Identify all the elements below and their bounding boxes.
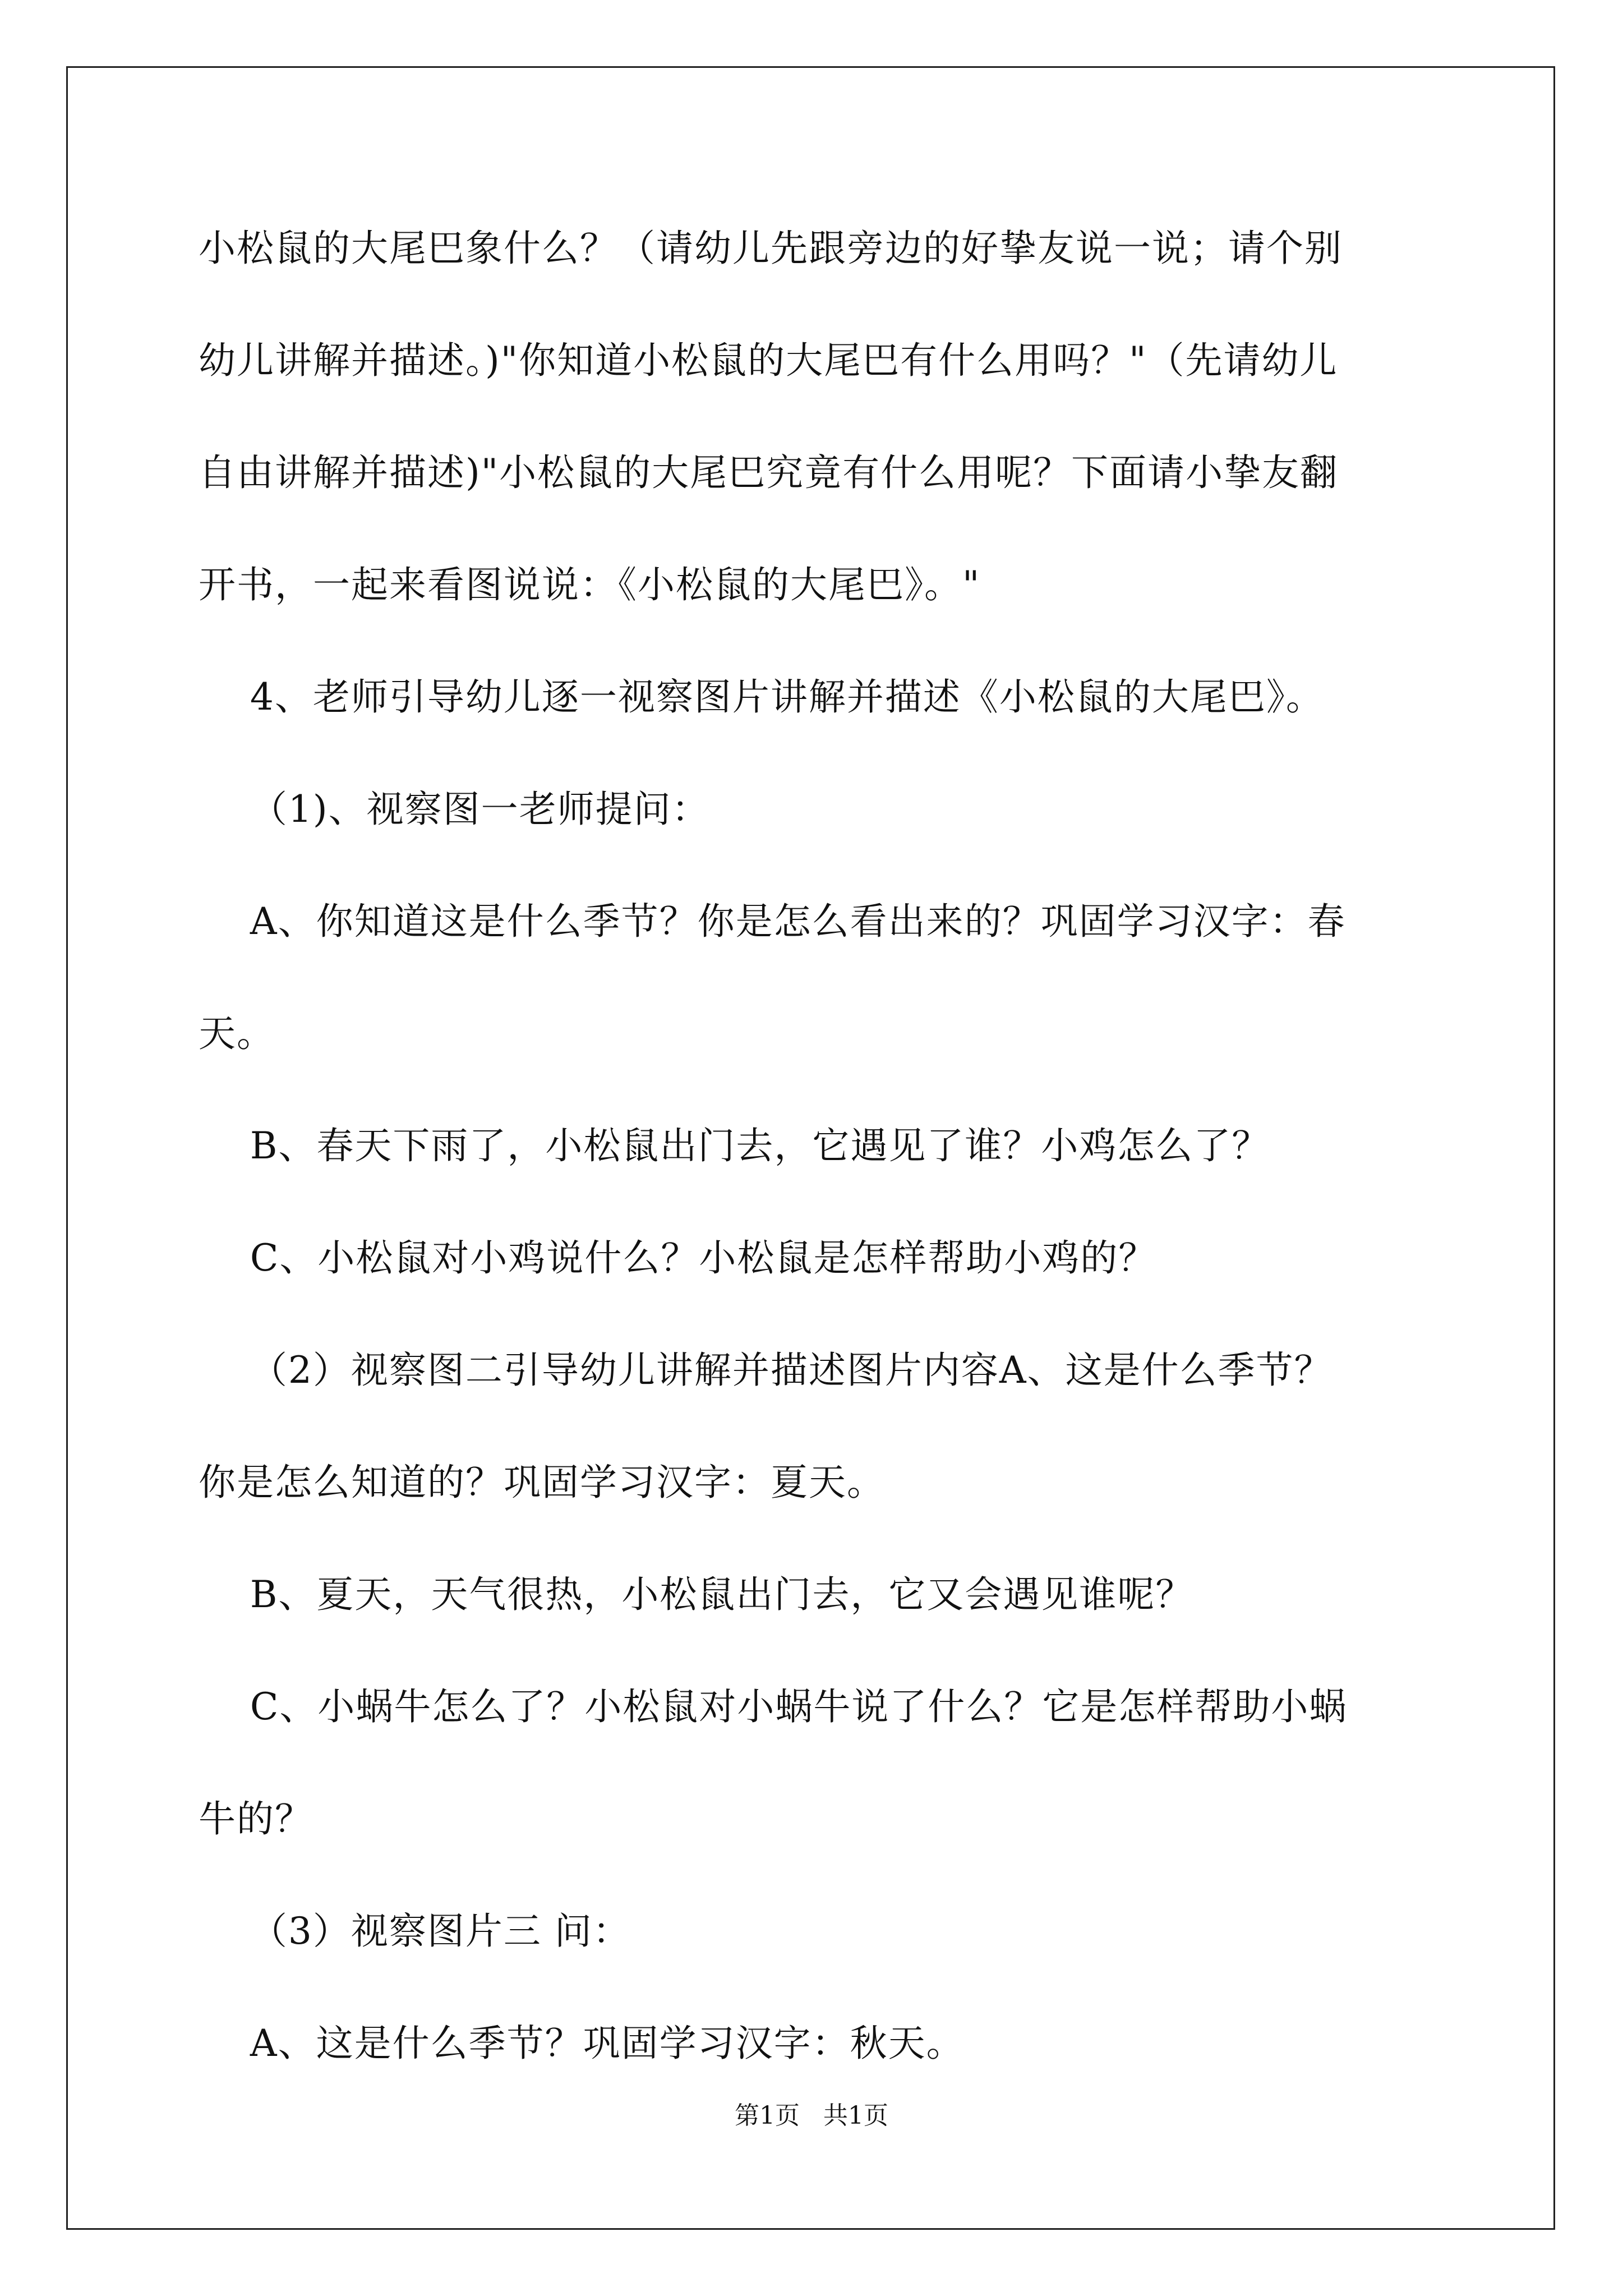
text-line: 幼儿讲解并描述。)"你知道小松鼠的大尾巴有什么用吗？"（先请幼儿 [199,339,1338,382]
text-line: A、这是什么季节？巩固学习汉字：秋天。 [199,2022,965,2065]
text-line: 小松鼠的大尾巴象什么？（请幼儿先跟旁边的好挚友说一说；请个别 [199,227,1343,270]
text-line: （2）视察图二引导幼儿讲解并描述图片内容A、这是什么季节？ [199,1349,1332,1392]
text-line: 牛的？ [199,1797,313,1841]
text-line: （1)、视察图一老师提问： [199,788,710,831]
text-line: 自由讲解并描述)"小松鼠的大尾巴究竟有什么用呢？下面请小挚友翻 [199,451,1339,494]
text-line: B、夏天，天气很热，小松鼠出门去，它又会遇见谁呢？ [199,1573,1194,1616]
page-number-footer: 第1页 共1页 [735,2101,888,2130]
text-line: 你是怎么知道的？巩固学习汉字：夏天。 [199,1461,885,1504]
text-line: A、你知道这是什么季节？你是怎么看出来的？巩固学习汉字：春 [199,900,1346,943]
text-line: 4、老师引导幼儿逐一视察图片讲解并描述《小松鼠的大尾巴》。 [199,675,1324,719]
text-line: 开书，一起来看图说说：《小松鼠的大尾巴》。" [199,563,981,606]
text-line: B、春天下雨了，小松鼠出门去，它遇见了谁？小鸡怎么了？ [199,1124,1270,1167]
text-line: C、小松鼠对小鸡说什么？小松鼠是怎样帮助小鸡的？ [199,1236,1157,1280]
text-line: C、小蜗牛怎么了？小松鼠对小蜗牛说了什么？它是怎样帮助小蜗 [199,1685,1348,1728]
text-line: （3）视察图片三 问： [199,1910,631,1953]
text-line: 天。 [199,1012,275,1055]
